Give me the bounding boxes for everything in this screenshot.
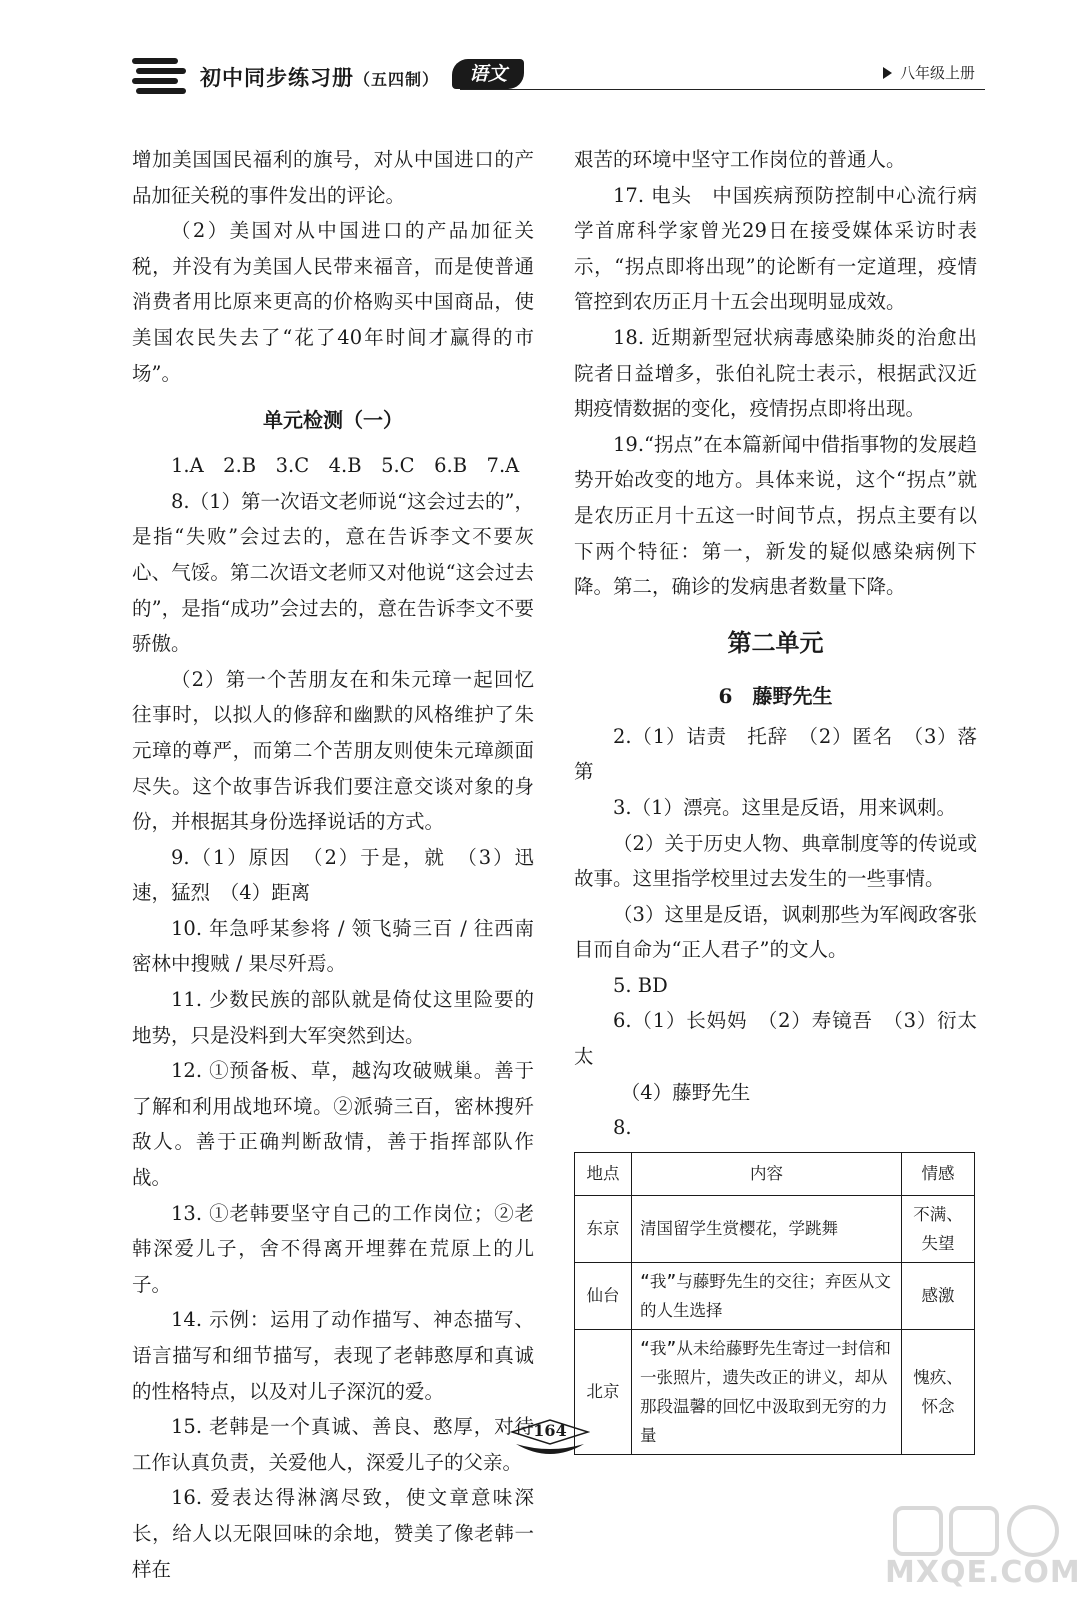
page-number-badge	[510, 1418, 590, 1464]
table-cell: 愧疚、怀念	[902, 1329, 975, 1454]
lesson-heading: 6 藤野先生	[718, 683, 833, 708]
table-cell: 不满、失望	[902, 1195, 975, 1262]
answer-6: 6.（1）长妈妈 （2）寿镜吾 （3）衍太太	[574, 1009, 977, 1069]
watermark-logo-icon	[885, 1502, 1075, 1562]
book-edition: （五四制）	[354, 70, 440, 89]
book-title-text: 初中同步练习册	[200, 65, 354, 90]
subject-badge: 语文	[452, 59, 524, 89]
table-row	[575, 1262, 975, 1329]
column-header: 情感	[902, 1152, 975, 1195]
table-cell: 清国留学生赏樱花，学跳舞	[632, 1195, 902, 1262]
table-cell: “我”从未给藤野先生寄过一封信和一张照片，遗失改正的讲义，却从那段温馨的回忆中汲取到无穷的力量	[632, 1329, 902, 1454]
answer-3-2: （2）关于历史人物、典章制度等的传说或故事。这里指学校里过去发生的一些事情。	[574, 831, 977, 891]
header-rule	[460, 89, 985, 90]
column-header: 内容	[632, 1152, 902, 1195]
paragraph: 艰苦的环境中坚守工作岗位的普通人。	[574, 148, 906, 171]
answer-3-3: （3）这里是反语，讽刺那些为军阀政客张目而自命为“正人君子”的文人。	[574, 902, 977, 962]
answer-18: 18. 近期新型冠状病毒感染肺炎的治愈出院者日益增多，张伯礼院士表示，根据武汉近期疫情数据的变化，疫情拐点即将出现。	[574, 325, 977, 421]
answer-13: 13. ①老韩要坚守自己的工作岗位；②老韩深爱儿子，舍不得离开埋葬在荒原上的儿子。	[132, 1201, 534, 1296]
table-cell: 仙台	[575, 1262, 632, 1329]
triangle-icon	[883, 67, 892, 79]
paragraph: （2）美国对从中国进口的产品加征关税，并没有为美国人民带来福音，而是使普通消费者用比原来更高的价格购买中国商品，使美国农民失去了“花了40年时间才赢得的市场”。	[132, 219, 534, 385]
table-row	[575, 1329, 975, 1454]
answer-table	[574, 1152, 975, 1455]
answer-6-cont: （4）藤野先生	[620, 1080, 751, 1104]
paragraph: 增加美国国民福利的旗号，对从中国进口的产品加征关税的事件发出的评论。	[132, 148, 534, 207]
column-header: 地点	[575, 1152, 632, 1195]
table-row	[575, 1195, 975, 1262]
answer-12: 12. ①预备板、草，越沟攻破贼巢。善于了解和利用战地环境。②派骑三百，密林搜歼敌人。善于正确判断敌情，善于指挥部队作战。	[132, 1059, 534, 1190]
answer-14: 14. 示例：运用了动作描写、神态描写、语言描写和细节描写，表现了老韩憨厚和真诚的性格特点，以及对儿子深沉的爱。	[132, 1308, 534, 1403]
table-cell: “我”与藤野先生的交往；弃医从文的人生选择	[632, 1262, 902, 1329]
answer-17: 17. 电头 中国疾病预防控制中心流行病学首席科学家曾光29日在接受媒体采访时表示，“拐点即将出现”的论断有一定道理，疫情管控到农历正月十五会出现明显成效。	[574, 183, 977, 314]
grade-label	[883, 62, 975, 83]
left-column	[132, 142, 534, 1587]
table-cell: 北京	[575, 1329, 632, 1454]
answer-8-1: 8.（1）第一次语文老师说“这会过去的”，是指“失败”会过去的，意在告诉李文不要灰心、气馁。第二次语文老师又对他说“这会过去的”，是指“成功”会过去的，意在告诉李文不要骄傲。	[132, 489, 534, 656]
table-cell: 感激	[902, 1262, 975, 1329]
book-title	[200, 62, 439, 92]
grade-text: 八年级上册	[899, 64, 975, 82]
unit-two-heading: 第二单元	[727, 627, 824, 657]
page-header	[130, 52, 985, 100]
answer-3-1: 3.（1）漂亮。这里是反语，用来讽刺。	[613, 795, 957, 819]
answer-1-7: 1.A 2.B 3.C 4.B 5.C 6.B 7.A	[171, 454, 520, 478]
unit-test-heading: 单元检测（一）	[263, 408, 403, 433]
answer-15: 15. 老韩是一个真诚、善良、憨厚，对待工作认真负责，关爱他人，深爱儿子的父亲。	[132, 1415, 534, 1474]
book-logo-icon	[130, 56, 188, 96]
page-number: 164	[533, 1421, 567, 1440]
answer-8: 8.	[613, 1116, 632, 1140]
table-header-row	[575, 1152, 975, 1195]
right-column	[574, 142, 977, 1455]
answer-11: 11. 少数民族的部队就是倚仗这里险要的地势，只是没料到大军突然到达。	[132, 988, 534, 1047]
answer-2: 2.（1）诘责 托辞 （2）匿名 （3）落第	[574, 724, 977, 784]
answer-9: 9.（1）原因 （2）于是，就 （3）迅速，猛烈 （4）距离	[132, 845, 534, 905]
watermark	[885, 1502, 1081, 1590]
answer-19: 19.“拐点”在本篇新闻中借指事物的发展趋势开始改变的地方。具体来说，这个“拐点”就是农历正月十五这一时间节点，拐点主要有以下两个特征：第一，新发的疑似感染病例下降。第二，确诊的发病患者数量下降。	[574, 432, 977, 599]
answer-5: 5. BD	[613, 973, 668, 997]
answer-8-2: （2）第一个苦朋友在和朱元璋一起回忆往事时，以拟人的修辞和幽默的风格维护了朱元璋的尊严，而第二个苦朋友则使朱元璋颜面尽失。这个故事告诉我们要注意交谈对象的身份，并根据其身份选择说话的方式。	[132, 667, 534, 834]
watermark-text: MXQE.COM	[885, 1555, 1081, 1590]
answer-10: 10. 年急呼某参将 / 领飞骑三百 / 往西南密林中搜贼 / 果尽歼焉。	[132, 916, 534, 976]
table-cell: 东京	[575, 1195, 632, 1262]
answer-16: 16. 爱表达得淋漓尽致，使文章意味深长，给人以无限回味的余地，赞美了像老韩一样在	[132, 1486, 534, 1581]
